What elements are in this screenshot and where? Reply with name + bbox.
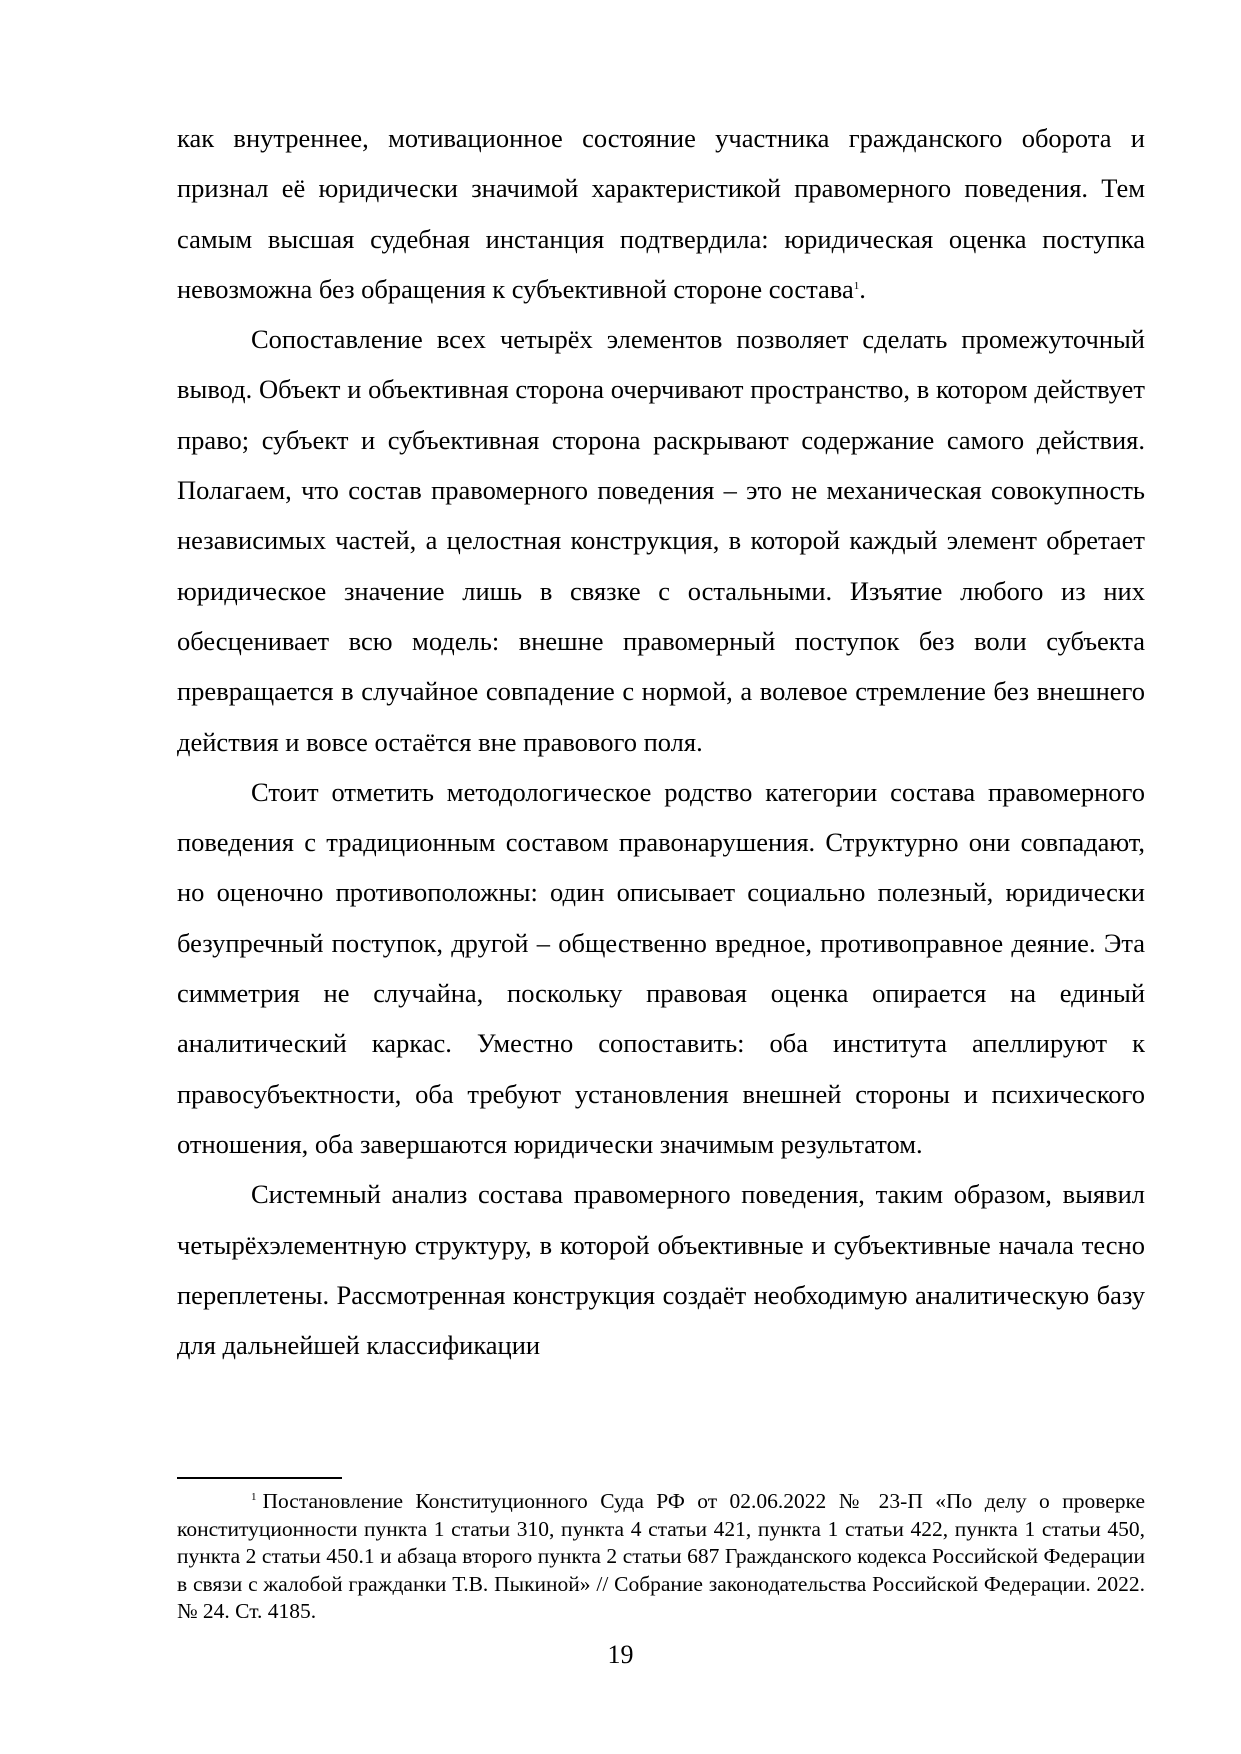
footnote-reference: 1 — [853, 279, 860, 292]
footnote-separator — [177, 1477, 342, 1479]
footnote-mark: 1 — [251, 1491, 257, 1503]
paragraph — [177, 113, 1145, 314]
paragraph: Сопоставление всех четырёх элементов позволяет сделать промежуточный вывод. Объект и объективная сторона очерчивают пространство, в котором действует право; субъект и субъективная сторона раскрывают содержание самого действия. Полагаем, что состав правомерного поведения – это не механическая совокупность независимых частей, а целостная конструкция, в которой каждый элемент обретает юридическое значение лишь в связке с остальными. Изъятие любого из них обесценивает всю модель: внешне правомерный поступок без воли субъекта превращается в случайное совпадение с нормой, а волевое стремление без внешнего действия и вовсе остаётся вне правового поля. — [177, 324, 1145, 757]
footnote — [177, 1488, 1145, 1626]
paragraph-text: как внутреннее, мотивационное состояние участника гражданского оборота и признал её юридически значимой характеристикой правомерного поведения. Тем самым высшая судебная инстанция подтвердила: юридическая оценка поступка невозможна без обращения к субъективной стороне состава — [177, 123, 1145, 304]
footnote-paragraph — [177, 1488, 1145, 1626]
paragraph-tail: . — [859, 273, 866, 304]
paragraph: Системный анализ состава правомерного поведения, таким образом, выявил четырёхэлементную структуру, в которой объективные и субъективные начала тесно переплетены. Рассмотренная конструкция создаёт необходимую аналитическую базу для дальнейшей классификации — [177, 1179, 1145, 1361]
paragraph: Стоит отметить методологическое родство категории состава правомерного поведения с традиционным составом правонарушения. Структурно они совпадают, но оценочно противоположны: один описывает социально полезный, юридически безупречный поступок, другой – общественно вредное, противоправное деяние. Эта симметрия не случайна, поскольку правовая оценка опирается на единый аналитический каркас. Уместно сопоставить: оба института апеллируют к правосубъектности, оба требуют установления внешней стороны и психического отношения, оба завершаются юридически значимым результатом. — [177, 776, 1145, 1159]
footnote-text: Постановление Конституционного Суда РФ от 02.06.2022 № 23-П «По делу о проверке конституционности пункта 1 статьи 310, пункта 4 статьи 421, пункта 1 статьи 422, пункта 1 статьи 450, пункта 2 статьи 450.1 и абзаца второго пункта 2 статьи 687 Гражданского кодекса Российской Федерации в связи с жалобой гражданки Т.В. Пыкиной» // Собрание законодательства Российской Федерации. 2022. № 24. Ст. 4185. — [177, 1489, 1145, 1623]
body-text — [177, 113, 1145, 1370]
page-number: 19 — [607, 1640, 634, 1669]
